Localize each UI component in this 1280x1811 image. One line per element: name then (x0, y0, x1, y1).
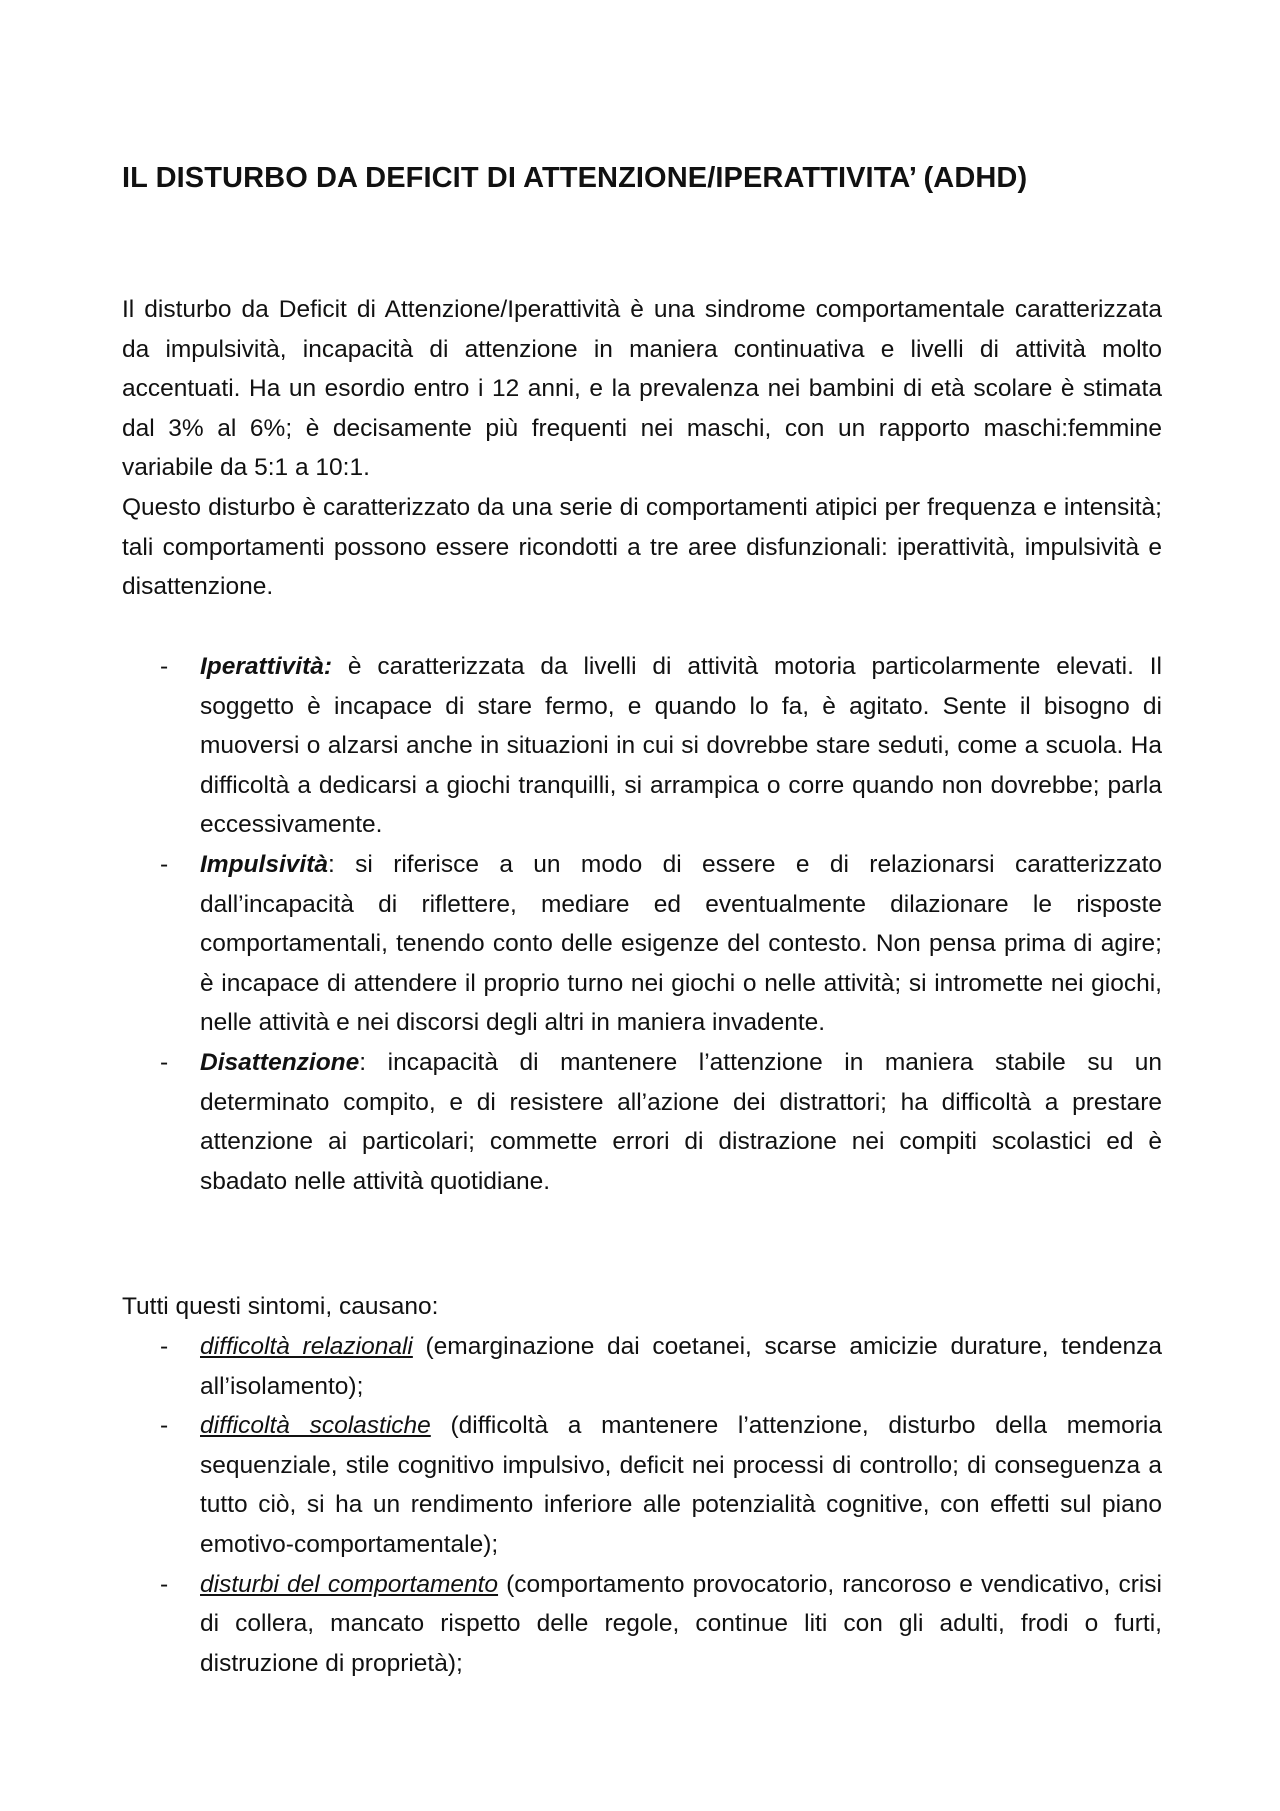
list-bullet: - (160, 1333, 169, 1360)
list-bullet: - (160, 850, 169, 878)
cause-term: difficoltà scolastiche (200, 1412, 431, 1440)
list-bullet: - (160, 1412, 169, 1440)
cause-description: (difficoltà a mantenere l’attenzione, disturbo della memoria sequenziale, stile cognitivo impulsivo, deficit nei processi di controllo; di conseguenza a tutto ciò, si ha un rendimento inferiore alle potenzialità cognitive, con effetti sul piano emotivo-comportamentale); (200, 1412, 1162, 1558)
symptom-term: Iperattività: (200, 653, 333, 680)
causes-heading: Tutti questi sintomi, causano: (122, 1293, 439, 1320)
intro-paragraph: Questo disturbo è caratterizzato da una serie di comportamenti atipici per frequenza e intensità; tali comportamenti possono essere ricondotti a tre aree disfunzionali: iperattività, impulsività e disattenzione. (122, 493, 1162, 601)
list-bullet: - (160, 653, 169, 680)
symptom-description: : si riferisce a un modo di essere e di relazionarsi caratterizzato dall’incapacità di riflettere, mediare ed eventualmente dilazionare le risposte comportamentali, tenendo conto delle esigenze del contesto. Non pensa prima di agire; è incapace di attendere il proprio turno nei giochi o nelle attività; si intromette nei giochi, nelle attività e nei discorsi degli altri in maniera invadente. (200, 850, 1162, 1037)
list-item (122, 1406, 1162, 1564)
list-bullet: - (160, 1570, 169, 1598)
symptom-term: Disattenzione (200, 1048, 360, 1076)
cause-term: difficoltà relazionali (200, 1333, 413, 1360)
symptom-description: : incapacità di mantenere l’attenzione in maniera stabile su un determinato compito, e di resistere all’azione dei distrattori; ha difficoltà a prestare attenzione ai particolari; commette errori di distrazione nei compiti scolastici ed è sbadato nelle attività quotidiane. (200, 1048, 1162, 1195)
list-bullet: - (160, 1048, 169, 1076)
document-title: IL DISTURBO DA DEFICIT DI ATTENZIONE/IPERATTIVITA’ (ADHD) (122, 162, 1028, 194)
cause-description: (emarginazione dai coetanei, scarse amicizie durature, tendenza all’isolamento); (200, 1333, 1163, 1400)
list-item (122, 647, 1162, 845)
cause-term: disturbi del comportamento (200, 1570, 499, 1598)
intro-section (122, 290, 1162, 607)
causes-list (122, 1327, 1162, 1683)
list-item (122, 1043, 1162, 1201)
cause-description: (comportamento provocatorio, rancoroso e vendicativo, crisi di collera, mancato rispetto delle regole, continue liti con gli adulti, frodi o furti, distruzione di proprietà); (200, 1570, 1162, 1677)
intro-paragraph: Il disturbo da Deficit di Attenzione/Iperattività è una sindrome comportamentale caratterizzata da impulsività, incapacità di attenzione in maniera continuativa e livelli di attività molto accentuati. Ha un esordio entro i 12 anni, e la prevalenza nei bambini di età scolare è stimata dal 3% al 6%; è decisamente più frequenti nei maschi, con un rapporto maschi:femmine variabile da 5:1 a 10:1. (122, 296, 1162, 482)
list-item (122, 1327, 1162, 1406)
symptom-description: è caratterizzata da livelli di attività motoria particolarmente elevati. Il soggetto è incapace di stare fermo, e quando lo fa, è agitato. Sente il bisogno di muoversi o alzarsi anche in situazioni in cui si dovrebbe stare seduti, come a scuola. Ha difficoltà a dedicarsi a giochi tranquilli, si arrampica o corre quando non dovrebbe; parla eccessivamente. (200, 653, 1162, 839)
list-item (122, 1565, 1162, 1684)
symptoms-list (122, 647, 1162, 1201)
symptom-term: Impulsività (200, 850, 328, 878)
list-item (122, 845, 1162, 1043)
